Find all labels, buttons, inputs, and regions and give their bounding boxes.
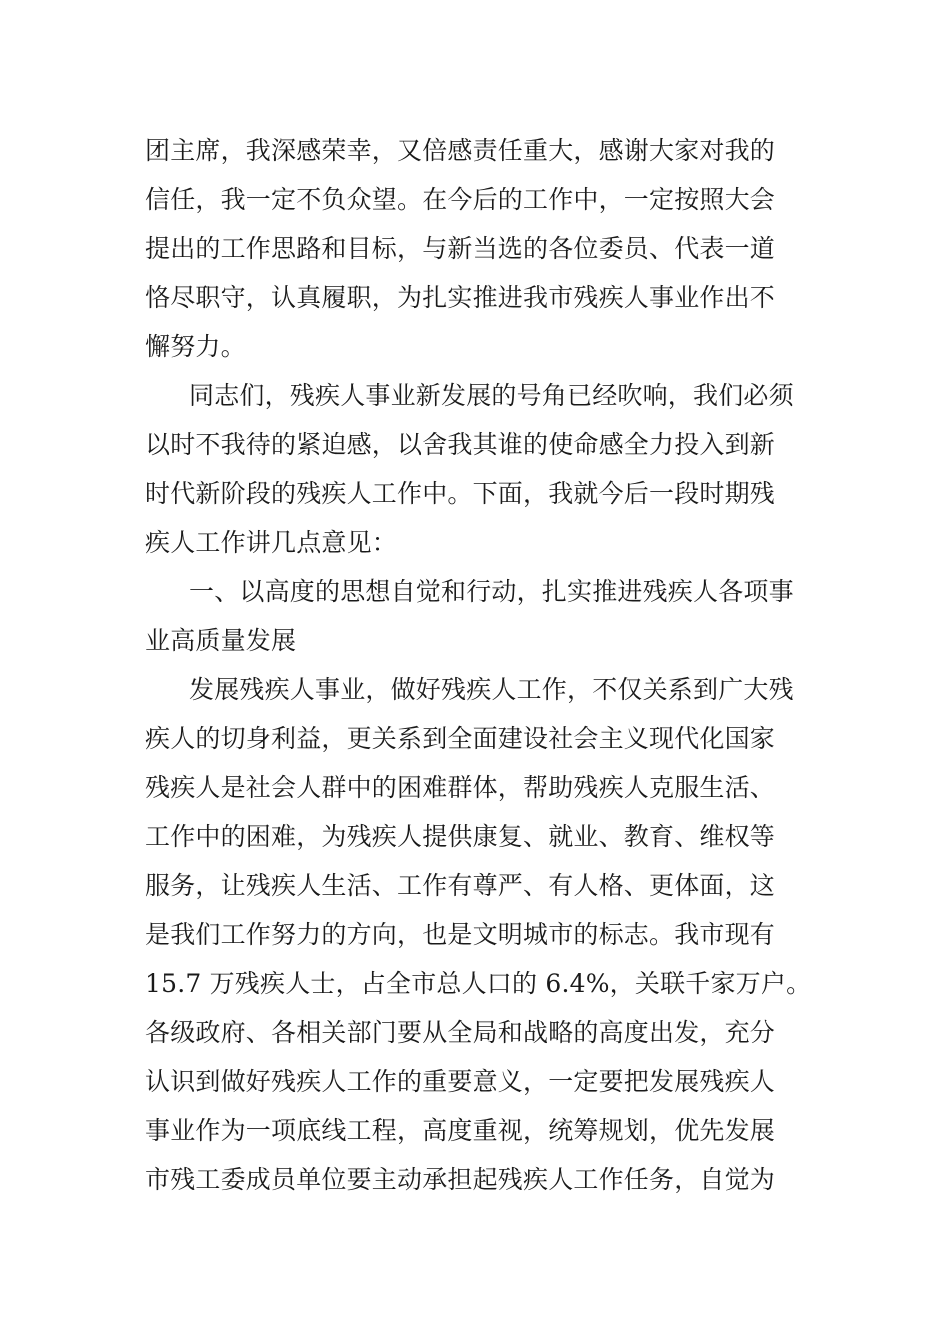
text-line: 发展残疾人事业，做好残疾人工作，不仅关系到广大残 [189,675,794,704]
text-line: 时代新阶段的残疾人工作中。下面，我就今后一段时期残 [145,479,776,508]
text-line: 服务，让残疾人生活、工作有尊严、有人格、更体面，这 [145,871,776,900]
text-line: 工作中的困难，为残疾人提供康复、就业、教育、维权等 [145,822,776,851]
text-line: 疾人的切身利益，更关系到全面建设社会主义现代化国家 [145,724,776,753]
section-heading: 一、以高度的思想自觉和行动，扎实推进残疾人各项事 [189,577,794,606]
text-line: 提出的工作思路和目标，与新当选的各位委员、代表一道 [145,234,776,263]
text-line: 同志们，残疾人事业新发展的号角已经吹响，我们必须 [189,381,794,410]
text-line: 信任，我一定不负众望。在今后的工作中，一定按照大会 [145,185,776,214]
text-line: 15.7 万残疾人士，占全市总人口的 6.4%，关联千家万户。 [145,969,812,998]
text-line: 恪尽职守，认真履职，为扎实推进我市残疾人事业作出不 [145,283,776,312]
text-line: 认识到做好残疾人工作的重要意义，一定要把发展残疾人 [145,1067,776,1096]
text-line: 团主席，我深感荣幸，又倍感责任重大，感谢大家对我的 [145,136,776,165]
text-line: 疾人工作讲几点意见： [145,528,398,557]
body-text [145,126,825,1204]
text-line: 市残工委成员单位要主动承担起残疾人工作任务，自觉为 [145,1165,776,1194]
text-line: 懈努力。 [145,332,246,361]
text-line: 各级政府、各相关部门要从全局和战略的高度出发，充分 [145,1018,776,1047]
text-line: 事业作为一项底线工程，高度重视，统筹规划，优先发展 [145,1116,776,1145]
text-line: 残疾人是社会人群中的困难群体，帮助残疾人克服生活、 [145,773,776,802]
text-line: 以时不我待的紧迫感，以舍我其谁的使命感全力投入到新 [145,430,776,459]
text-line: 是我们工作努力的方向，也是文明城市的标志。我市现有 [145,920,776,949]
section-heading: 业高质量发展 [145,626,297,655]
